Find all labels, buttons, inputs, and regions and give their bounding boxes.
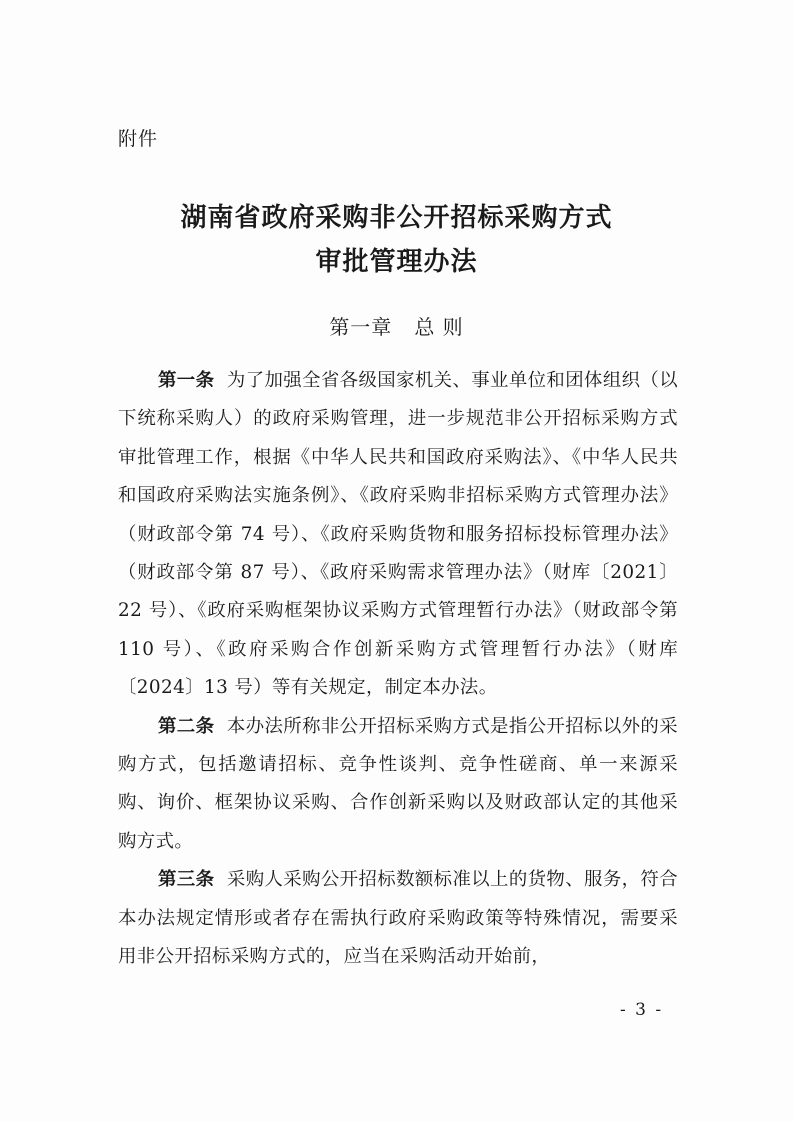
chapter-heading xyxy=(0,312,793,342)
article-3-label: 第三条 xyxy=(158,869,215,891)
document-title-line-2: 审批管理办法 xyxy=(315,247,478,277)
article-1 xyxy=(118,362,678,708)
article-1-label: 第一条 xyxy=(158,370,215,391)
article-3 xyxy=(118,861,678,976)
article-1-text: 为了加强全省各级国家机关、事业单位和团体组织（以下统称采购人）的政府采购管理，进一步规范非公开招标采购方式审批管理工作，根据《中华人民共和国政府采购法》、《中华人民共和国政府采购法实施条例》、《政府采购非招标采购方式管理办法》（财政部令第 74 号）、《政府采购货物和服务招标投标管理办法》（财政部令第 87 号）、《政府采购需求管理办法》（财库〔2021〕22 号）、《政府采购框架协议采购方式管理暂行办法》（财政部令第 110 号）、《政府采购合作创新采购方式管理暂行办法》（财库〔2024〕13 号）等有关规定，制定本办法。 xyxy=(118,370,678,699)
article-3-text: 采购人采购公开招标数额标准以上的货物、服务，符合本办法规定情形或者存在需执行政府采购政策等特殊情况，需要采用非公开招标采购方式的，应当在采购活动开始前， xyxy=(118,869,678,968)
chapter-name: 总 则 xyxy=(414,315,464,339)
article-2-text: 本办法所称非公开招标采购方式是指公开招标以外的采购方式，包括邀请招标、竞争性谈判、竞争性磋商、单一来源采购、询价、框架协议采购、合作创新采购以及财政部认定的其他采购方式。 xyxy=(118,715,678,852)
article-2 xyxy=(118,708,678,862)
chapter-number: 第一章 xyxy=(329,315,393,339)
document-body xyxy=(118,362,678,977)
document-title-line-1: 湖南省政府采购非公开招标采购方式 xyxy=(180,203,613,233)
page-number: - 3 - xyxy=(620,1000,664,1020)
attachment-label: 附件 xyxy=(118,128,159,150)
article-2-label: 第二条 xyxy=(158,715,215,737)
